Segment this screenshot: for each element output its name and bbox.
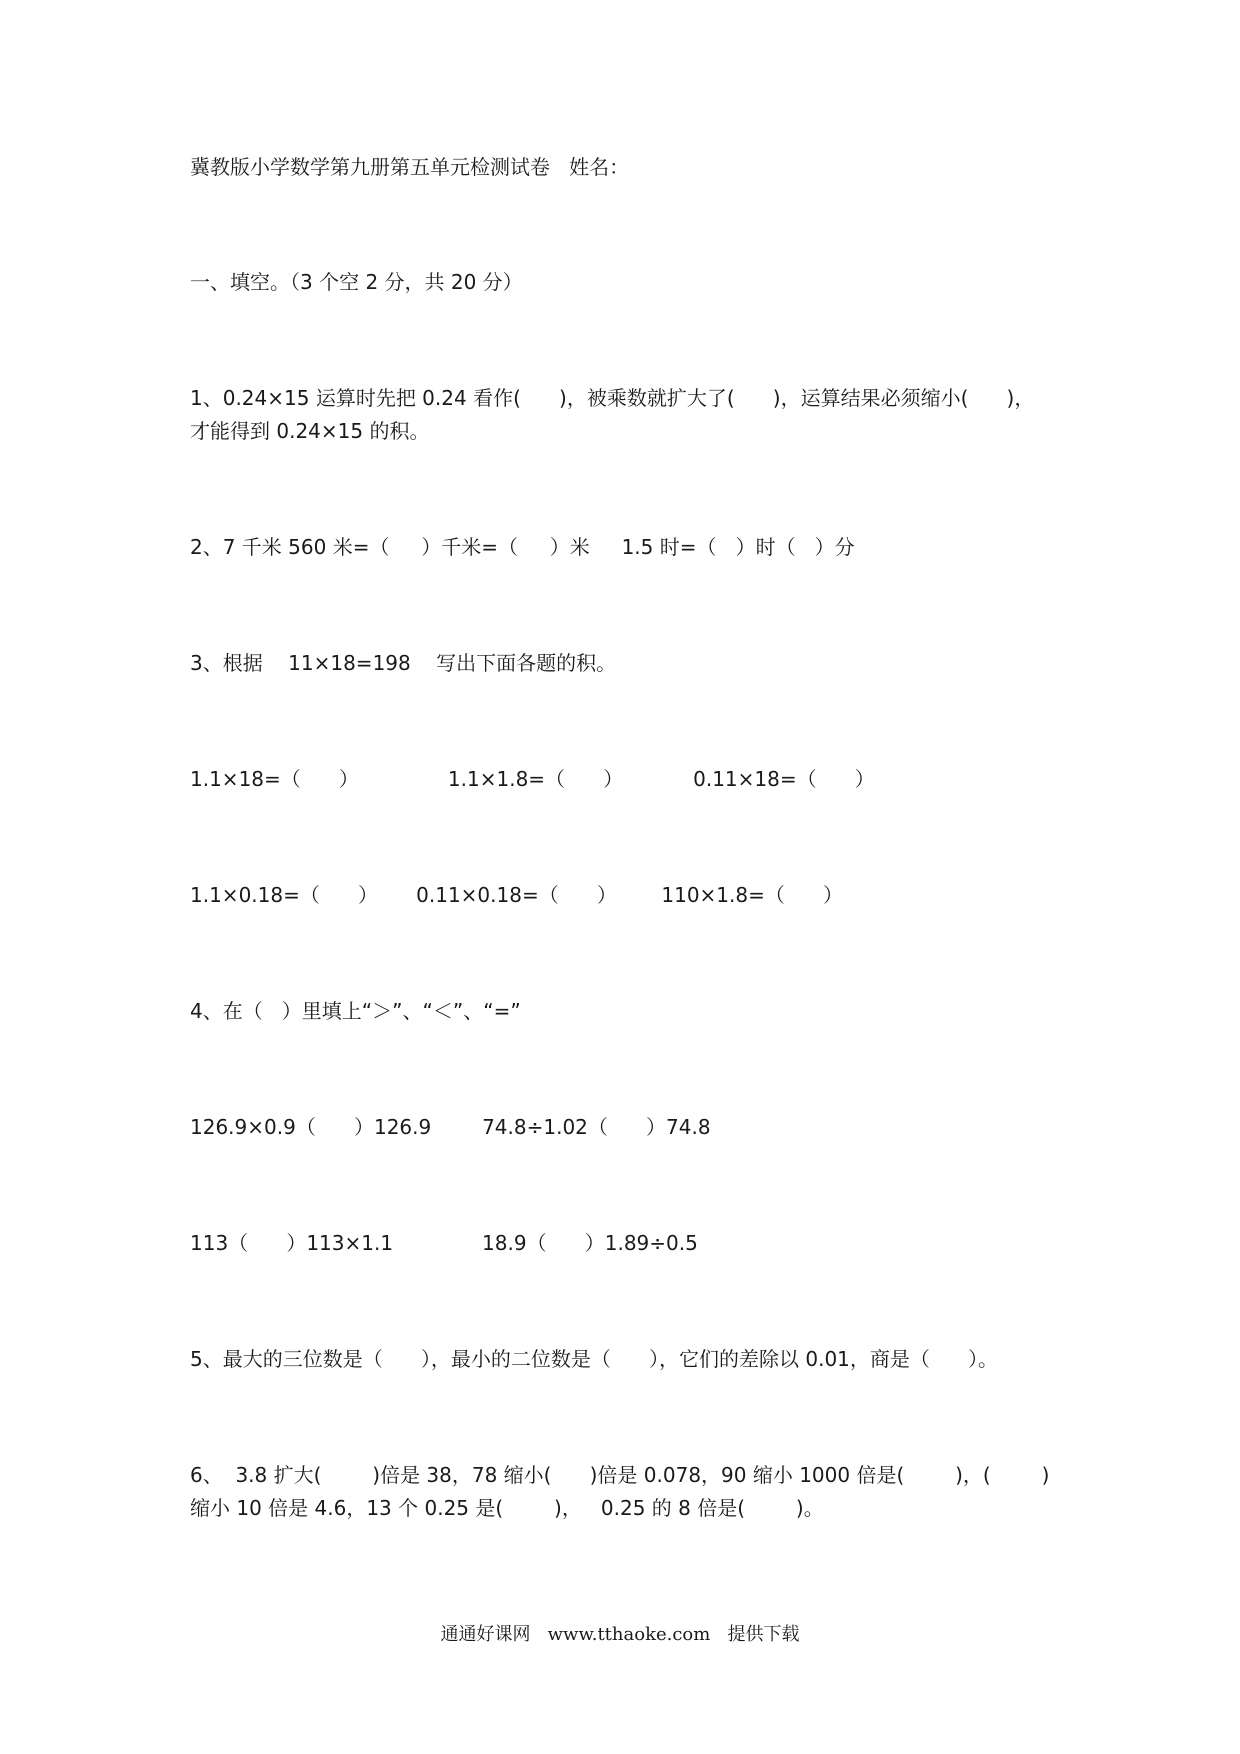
question-3-row-2: 1.1×0.18=（ ） 0.11×0.18=（ ） 110×1.8=（ ） [190,883,844,907]
question-1-line-1: 1、0.24×15 运算时先把 0.24 看作( )，被乘数就扩大了( )，运算结果必须缩小( )， [190,386,1035,410]
question-3-row-1: 1.1×18=（ ） 1.1×1.8=（ ） 0.11×18=（ ） [190,767,875,791]
document-title: 冀教版小学数学第九册第五单元检测试卷 姓名： [190,155,630,179]
question-6-line-2: 缩小 10 倍是 4.6，13 个 0.25 是( )， 0.25 的 8 倍是( )。 [190,1496,824,1520]
question-3-prompt: 3、根据 11×18=198 写出下面各题的积。 [190,651,617,675]
question-4-row-1: 126.9×0.9（ ）126.9 74.8÷1.02（ ）74.8 [190,1115,711,1139]
section-heading-fill-blank: 一、填空。（3 个空 2 分，共 20 分） [190,270,523,294]
question-4-row-2: 113（ ）113×1.1 18.9（ ）1.89÷0.5 [190,1231,698,1255]
page-footer: 通通好课网 www.tthaoke.com 提供下载 [440,1624,800,1645]
question-1-line-2: 才能得到 0.24×15 的积。 [190,419,430,443]
question-6-line-1: 6、 3.8 扩大( )倍是 38，78 缩小( )倍是 0.078，90 缩小 1000 倍是( )，( ) [190,1463,1050,1487]
question-5: 5、最大的三位数是（ ），最小的二位数是（ ），它们的差除以 0.01，商是（ ）。 [190,1347,999,1371]
question-2: 2、7 千米 560 米=（ ）千米=（ ）米 1.5 时=（ ）时（ ）分 [190,535,855,559]
question-4-prompt: 4、在（ ）里填上“＞”、“＜”、“=” [190,999,521,1023]
